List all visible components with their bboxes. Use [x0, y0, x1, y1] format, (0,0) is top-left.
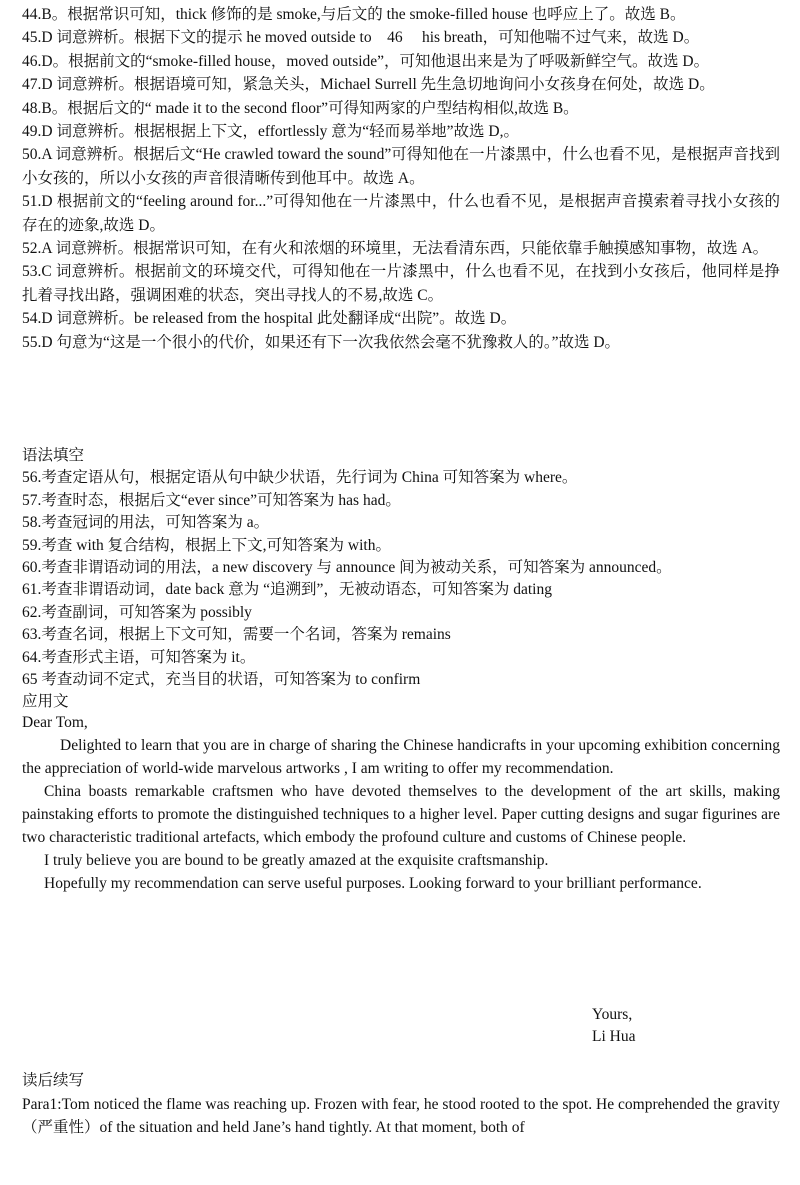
answer-46: 46.D。根据前文的“smoke-filled house，moved outside”，可知他退出来是为了呼吸新鲜空气。故选 D。: [22, 52, 710, 70]
grammar-item: 62.考查副词，可知答案为 possibly: [22, 603, 252, 621]
continuation-text: Para1:Tom noticed the flame was reaching up. Frozen with fear, he stood rooted to the spot. He comprehended the gravity （严重性）of the situation and held Jane’s hand tightly. At that moment, both of: [22, 1095, 780, 1136]
answer-49: 49.D 词意辨析。根据根据上下文，effortlessly 意为“轻而易举地”故选 D,。: [22, 123, 519, 141]
letter-signature: Li Hua: [592, 1028, 636, 1045]
continuation-heading: 读后续写: [22, 1072, 85, 1089]
grammar-item: 65 考查动词不定式，充当目的状语，可知答案为 to confirm: [22, 671, 421, 689]
answer-55: 55.D 句意为“这是一个很小的代价，如果还有下一次我依然会毫不犹豫救人的。”故选 D。: [22, 333, 621, 351]
grammar-item: 58.考查冠词的用法，可知答案为 a。: [22, 514, 270, 532]
answer-44: 44.B。根据常识可知，thick 修饰的是 smoke,与后文的 the smoke-filled house 也呼应上了。故选 B。: [22, 6, 686, 23]
grammar-item: 57.考查时态，根据后文“ever since”可知答案为 has had。: [22, 491, 401, 509]
answer-47: 47.D 词意辨析。根据语境可知，紧急关头，Michael Surrell 先生急切地询问小女孩身在何处，故选 D。: [22, 76, 715, 94]
grammar-heading: 语法填空: [22, 447, 85, 464]
continuation-section: [22, 1069, 780, 1140]
answer-51: 51.D 根据前文的“feeling around for...”可得知他在一片漆黑中，什么也看不见，是根据声音摸索着寻找小女孩的存在的迹象,故选 D。: [22, 193, 780, 234]
letter-paragraph: I truly believe you are bound to be greatly amazed at the exquisite craftsmanship.: [44, 852, 549, 869]
grammar-item: 59.考查 with 复合结构，根据上下文,可知答案为 with。: [22, 536, 391, 554]
grammar-item: 61.考查非谓语动词，date back 意为 “追溯到”，无被动语态，可知答案为 dating: [22, 581, 552, 599]
letter-closing: Yours,: [592, 1006, 633, 1023]
grammar-section: [22, 445, 780, 714]
answer-53: 53.C 词意辨析。根据前文的环境交代，可得知他在一片漆黑中，什么也看不见，在找到小女孩后，他同样是挣扎着寻找出路，强调困难的状态，突出寻找人的不易,故选 C。: [22, 263, 780, 304]
answer-explanations: [22, 3, 780, 354]
letter-heading: 应用文: [22, 693, 69, 711]
answer-50: 50.A 词意辨析。根据后文“He crawled toward the sound”可得知他在一片漆黑中，什么也看不见，是根据声音找到小女孩的，所以小女孩的声音很清晰传到他耳中。故选 A。: [22, 146, 780, 187]
answer-54: 54.D 词意辨析。be released from the hospital 此处翻译成“出院”。故选 D。: [22, 310, 517, 328]
grammar-item: 64.考查形式主语，可知答案为 it。: [22, 648, 256, 666]
grammar-item: 63.考查名词，根据上下文可知，需要一个名词，答案为 remains: [22, 626, 451, 644]
answer-52: 52.A 词意辨析。根据常识可知，在有火和浓烟的环境里，无法看清东西，只能依靠手触摸感知事物，故选 A。: [22, 240, 769, 258]
grammar-item: 56.考查定语从句，根据定语从句中缺少状语，先行词为 China 可知答案为 where。: [22, 469, 578, 487]
letter-greeting: Dear Tom,: [22, 714, 88, 731]
letter-body: [22, 711, 780, 895]
letter-paragraph: Hopefully my recommendation can serve useful purposes. Looking forward to your brilliant performance.: [44, 875, 702, 892]
answer-45: 45.D 词意辨析。根据下文的提示 he moved outside to 46 his breath，可知他喘不过气来，故选 D。: [22, 29, 700, 47]
letter-paragraph: Delighted to learn that you are in charge of sharing the Chinese handicrafts in your upcoming exhibition concerning the appreciation of world-wide marvelous artworks , I am writing to offer my recommendation.: [22, 737, 780, 777]
answer-48: 48.B。根据后文的“ made it to the second floor”可得知两家的户型结构相似,故选 B。: [22, 99, 579, 117]
letter-signoff: [592, 1004, 635, 1048]
grammar-item: 60.考查非谓语动词的用法，a new discovery 与 announce 间为被动关系，可知答案为 announced。: [22, 559, 672, 577]
letter-paragraph: China boasts remarkable craftsmen who have devoted themselves to the development of the art skills, making painstaking efforts to promote the distinguished techniques to a higher level. Paper cutting designs and sugar figurines are two characteristic traditional artefacts, which embody the profound culture and customs of Chinese people.: [22, 783, 780, 846]
